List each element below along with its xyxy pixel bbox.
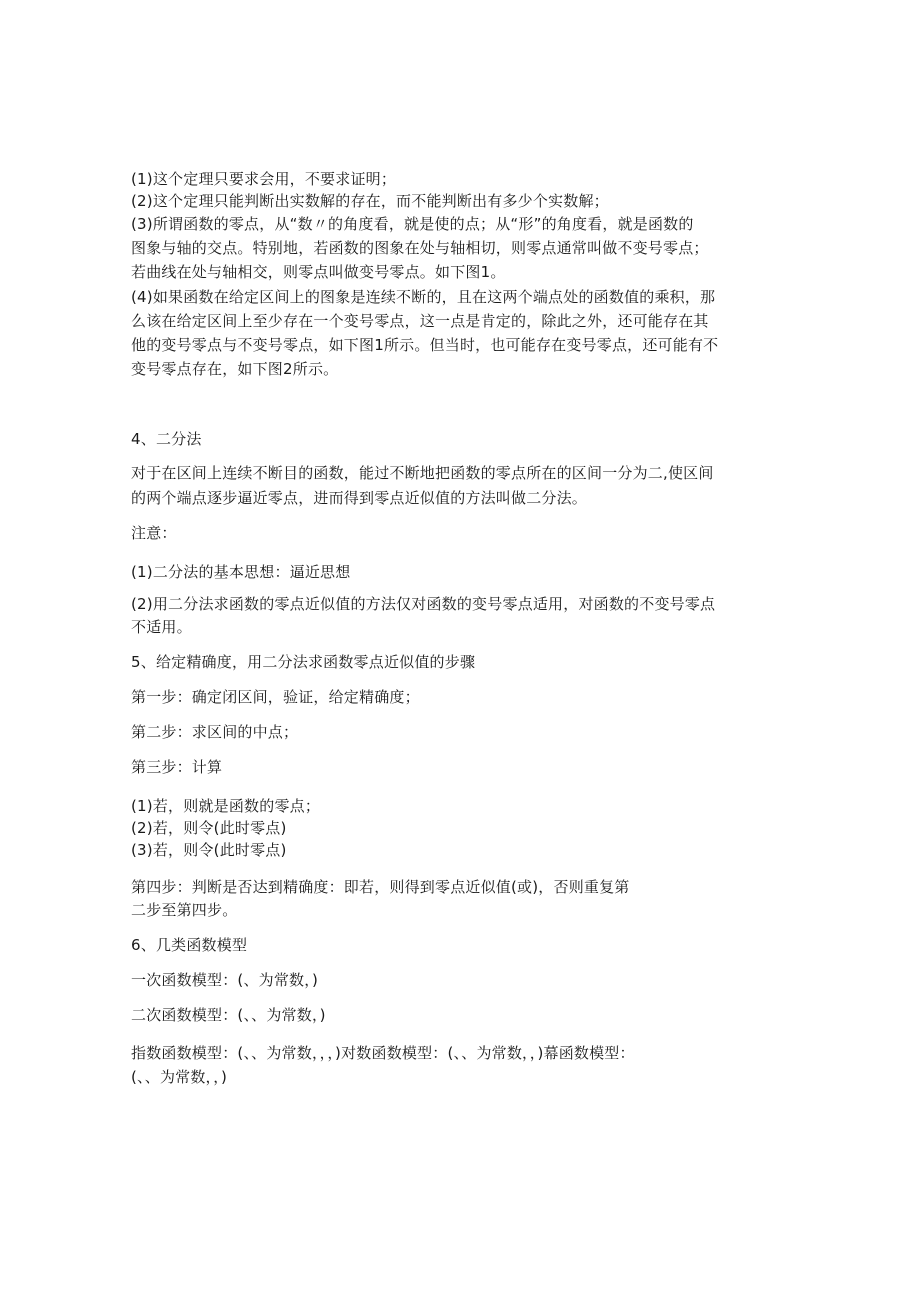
note-item: (2)用二分法求函数的零点近似值的方法仅对函数的变号零点适用，对函数的不变号零点 xyxy=(131,595,716,613)
note-line: 若曲线在处与轴相交，则零点叫做变号零点。如下图1。 xyxy=(131,263,506,281)
note-item: 不适用。 xyxy=(131,618,192,636)
note-line: (1)这个定理只要求会用，不要求证明； xyxy=(131,170,397,188)
step-item: 第二步：求区间的中点； xyxy=(131,723,299,741)
step-item: 第四步：判断是否达到精确度：即若，则得到零点近似值(或)，否则重复第 xyxy=(131,878,630,896)
section-heading: 6、几类函数模型 xyxy=(131,936,248,954)
step-item: 二步至第四步。 xyxy=(131,901,238,919)
model-item: 指数函数模型：(、、为常数，，，)对数函数模型：(、、为常数，，)幕函数模型： xyxy=(131,1044,635,1062)
case-item: (3)若，则令(此时零点) xyxy=(131,841,287,859)
note-item: (1)二分法的基本思想：逼近思想 xyxy=(131,563,351,581)
note-line: (2)这个定理只能判断出实数解的存在，而不能判断出有多少个实数解； xyxy=(131,192,609,210)
note-line: 变号零点存在，如下图2所示。 xyxy=(131,360,339,378)
section-heading: 4、二分法 xyxy=(131,430,202,448)
model-item: 一次函数模型：(、为常数，) xyxy=(131,971,319,989)
model-item: (、、为常数，，) xyxy=(131,1068,228,1086)
note-line: (4)如果函数在给定区间上的图象是连续不断的，且在这两个端点处的函数值的乘积，那 xyxy=(131,288,716,306)
note-line: 他的变号零点与不变号零点，如下图1所示。但当时，也可能存在变号零点，还可能有不 xyxy=(131,336,719,354)
definition-line: 的两个端点逐步逼近零点，进而得到零点近似值的方法叫做二分法。 xyxy=(131,489,588,507)
section-heading: 5、给定精确度，用二分法求函数零点近似值的步骤 xyxy=(131,653,476,671)
case-item: (1)若，则就是函数的零点； xyxy=(131,797,321,815)
note-label: 注意： xyxy=(131,524,177,542)
model-item: 二次函数模型：(、、为常数，) xyxy=(131,1006,326,1024)
note-line: 么该在给定区间上至少存在一个变号零点，这一点是肯定的，除此之外，还可能存在其 xyxy=(131,312,709,330)
step-item: 第一步：确定闭区间，验证，给定精确度； xyxy=(131,688,420,706)
definition-line: 对于在区间上连续不断目的函数，能过不断地把函数的零点所在的区间一分为二,使区间 xyxy=(131,464,714,482)
note-line: 图象与轴的交点。特别地，若函数的图象在处与轴相切，则零点通常叫做不变号零点； xyxy=(131,239,709,257)
note-line: (3)所谓函数的零点，从“数〃的角度看，就是使的点；从“形”的角度看，就是函数的 xyxy=(131,215,694,233)
case-item: (2)若，则令(此时零点) xyxy=(131,819,287,837)
step-item: 第三步：计算 xyxy=(131,758,223,776)
